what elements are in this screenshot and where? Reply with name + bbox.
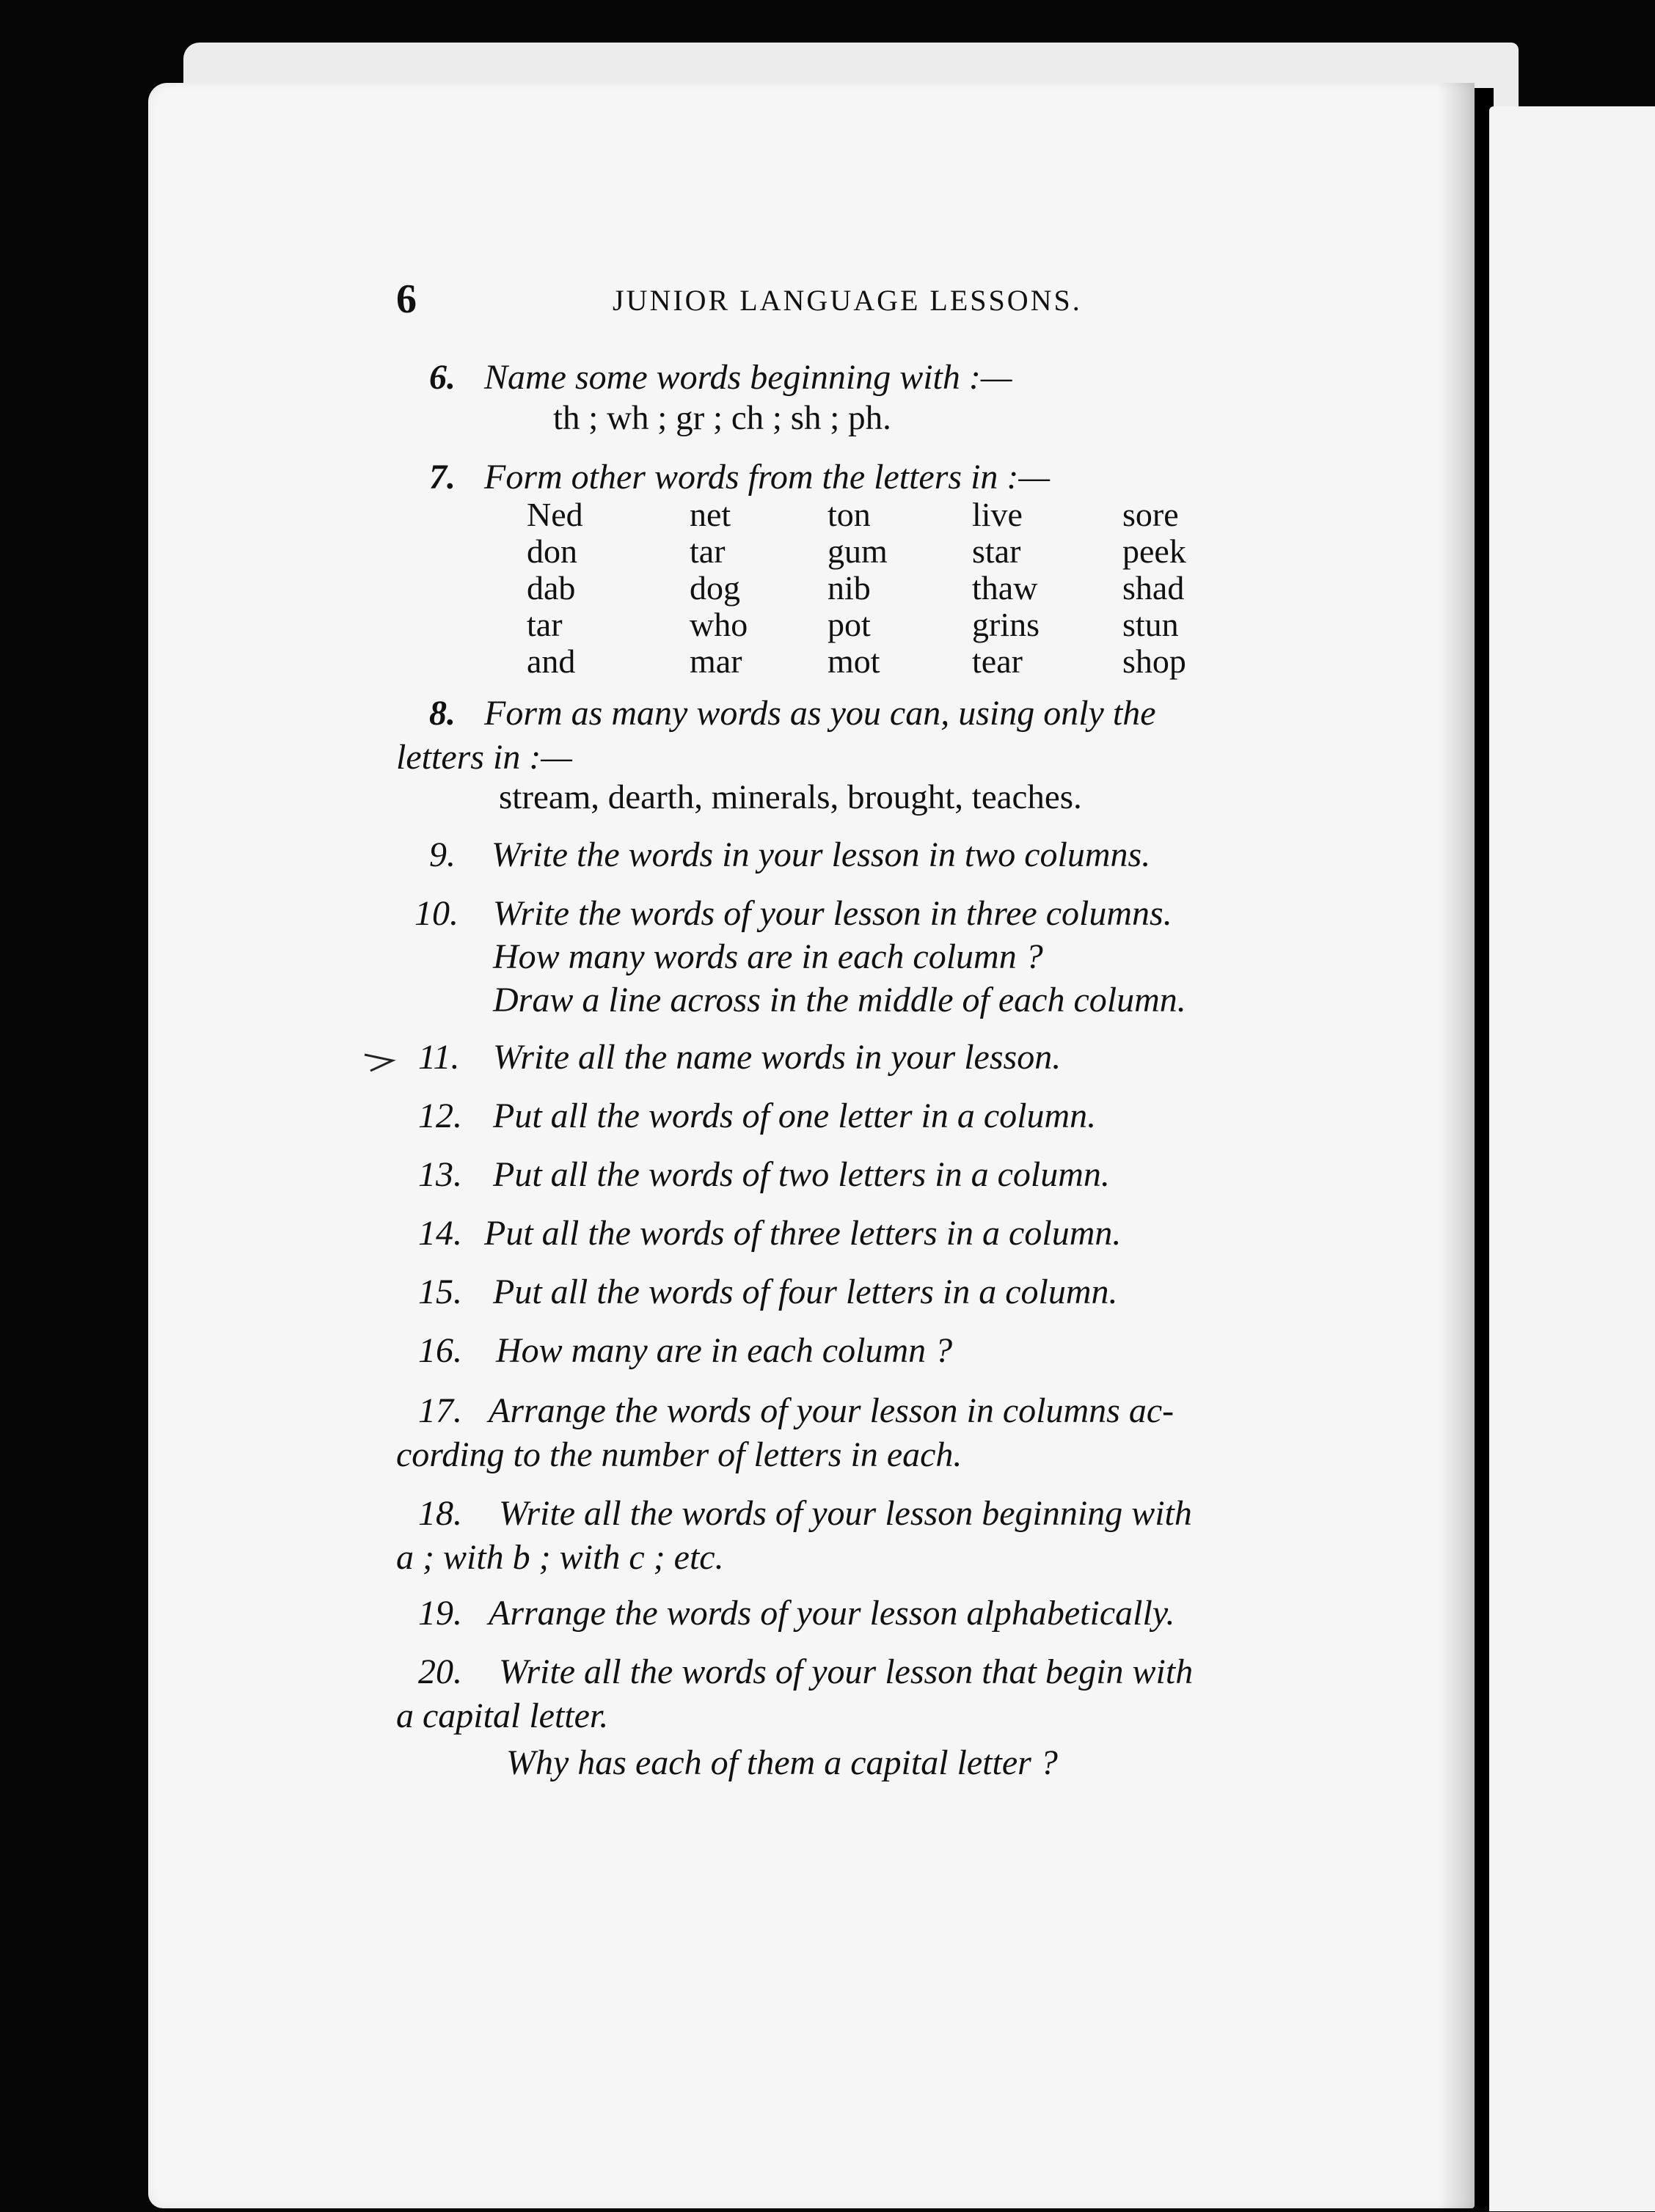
word-cell: stun: [1122, 606, 1179, 643]
exercise-11-number: 11.: [418, 1038, 460, 1077]
word-cell: thaw: [972, 569, 1038, 607]
exercise-17-number: 17.: [418, 1391, 462, 1430]
exercise-18-text-line-1: Write all the words of your lesson beginning with: [499, 1494, 1192, 1533]
exercise-8-text-line-2: letters in :—: [396, 738, 572, 777]
word-cell: shop: [1122, 642, 1186, 680]
word-cell: and: [527, 642, 576, 680]
exercise-6-number: 6.: [429, 358, 456, 397]
exercise-6-letters: th ; wh ; gr ; ch ; sh ; ph.: [553, 399, 891, 437]
exercise-11-text: Write all the name words in your lesson.: [493, 1038, 1062, 1077]
running-header: JUNIOR LANGUAGE LESSONS.: [613, 284, 1082, 317]
exercise-17-text-line-2: cording to the number of letters in each.: [396, 1435, 962, 1474]
page-edge-shadow: [1438, 83, 1475, 2208]
word-cell: grins: [972, 606, 1040, 643]
exercise-20-number: 20.: [418, 1652, 462, 1691]
exercise-19-number: 19.: [418, 1594, 462, 1633]
exercise-20-text-line-3: Why has each of them a capital letter ?: [506, 1743, 1058, 1782]
word-cell: peek: [1122, 532, 1186, 570]
exercise-18-text-line-2: a ; with b ; with c ; etc.: [396, 1538, 724, 1577]
word-cell: mot: [828, 642, 880, 680]
exercise-8-words: stream, dearth, minerals, brought, teaches.: [499, 778, 1082, 816]
exercise-10-text-line-2: How many words are in each column ?: [493, 937, 1043, 976]
exercise-12-number: 12.: [418, 1096, 462, 1135]
exercise-13-text: Put all the words of two letters in a column.: [493, 1155, 1110, 1194]
word-cell: dab: [527, 569, 576, 607]
word-cell: who: [690, 606, 748, 643]
exercise-18-number: 18.: [418, 1494, 462, 1533]
exercise-16-number: 16.: [418, 1331, 462, 1370]
exercise-20-text-line-2: a capital letter.: [396, 1696, 609, 1735]
page-number: 6: [396, 276, 417, 322]
word-cell: mar: [690, 642, 742, 680]
word-cell: tar: [690, 532, 726, 570]
exercise-14-text: Put all the words of three letters in a column.: [484, 1214, 1122, 1253]
word-cell: star: [972, 532, 1021, 570]
exercise-9-number: 9.: [429, 835, 456, 874]
exercise-15-number: 15.: [418, 1272, 462, 1311]
word-cell: tar: [527, 606, 563, 643]
word-cell: nib: [828, 569, 871, 607]
word-cell: Ned: [527, 496, 583, 533]
word-cell: don: [527, 532, 577, 570]
exercise-8-text-line-1: Form as many words as you can, using only the: [484, 694, 1156, 733]
exercise-10-text-line-3: Draw a line across in the middle of each column.: [493, 981, 1186, 1019]
exercise-7-number: 7.: [429, 458, 456, 497]
exercise-16-text: How many are in each column ?: [496, 1331, 953, 1370]
exercise-8-number: 8.: [429, 694, 456, 733]
word-cell: gum: [828, 532, 888, 570]
word-cell: dog: [690, 569, 740, 607]
word-cell: tear: [972, 642, 1023, 680]
word-cell: shad: [1122, 569, 1185, 607]
exercise-12-text: Put all the words of one letter in a column.: [493, 1096, 1097, 1135]
exercise-15-text: Put all the words of four letters in a column.: [493, 1272, 1118, 1311]
exercise-13-number: 13.: [418, 1155, 462, 1194]
exercise-9-text: Write the words in your lesson in two columns.: [492, 835, 1151, 874]
exercise-17-text-line-1: Arrange the words of your lesson in columns ac-: [489, 1391, 1174, 1430]
pencil-mark-icon: [363, 1050, 397, 1072]
exercise-10-text-line-1: Write the words of your lesson in three columns.: [493, 894, 1172, 933]
facing-page-edge: [1489, 106, 1655, 2211]
exercise-14-number: 14.: [418, 1214, 462, 1253]
exercise-20-text-line-1: Write all the words of your lesson that begin with: [499, 1652, 1194, 1691]
exercise-10-number: 10.: [414, 894, 458, 933]
exercise-7-text: Form other words from the letters in :—: [484, 458, 1051, 497]
word-cell: ton: [828, 496, 871, 533]
exercise-6-text: Name some words beginning with :—: [484, 358, 1012, 397]
word-cell: pot: [828, 606, 871, 643]
word-cell: net: [690, 496, 731, 533]
word-cell: sore: [1122, 496, 1179, 533]
exercise-19-text: Arrange the words of your lesson alphabetically.: [489, 1594, 1175, 1633]
word-cell: live: [972, 496, 1023, 533]
